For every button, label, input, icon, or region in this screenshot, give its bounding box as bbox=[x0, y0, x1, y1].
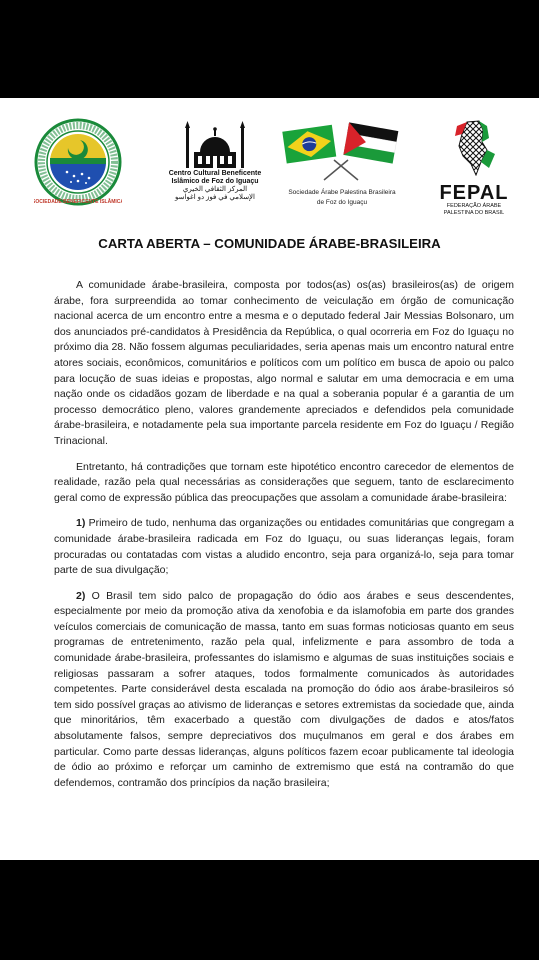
list-item-2 bbox=[54, 589, 514, 792]
sap-name-line2: de Foz do Iguaçu bbox=[316, 199, 368, 206]
list-item-1 bbox=[54, 516, 514, 578]
list-item-2-text: O Brasil tem sido palco de propagação do ódio aos árabes e seus descendentes, especialmente por meio da promoção ativa da xenofobia e da islamofobia em parte dos grandes veículos comerciais de comunicação de massa, tanto em suas formas noticiosas quanto em seus programas de entretenimento, razão pela qual, infelizmente e para assombro de toda a comunidade árabe-brasileira, professantes do islamismo e algumas de suas instituições sociais e religiosas passaram a sofrer ataques, todos formalmente comunicados às autoridades competentes. Parte considerável desta escalada na promoção do ódio aos árabe-brasileiros só tem sido possível graças ao ativismo de lideranças e setores extremistas da sociedade que, ainda que minoritários, têm exacerbado a questão com divulgações de dados e atos/fatos absolutamente falsos, sempre depreciativos dos muçulmanos em geral e dos árabes em particular. Como parte dessas lideranças, alguns políticos fazem ecoar publicamente tal ideologia de ódio ao próximo e reforçar um caminho de extremismo que está na contramão do que defendemos, contramão dos princípios da nação brasileira; bbox=[54, 589, 514, 789]
document-body bbox=[54, 278, 514, 801]
sap-logo bbox=[280, 120, 404, 210]
ccb-arabic-line1: المركز الثقافي الخيري bbox=[182, 186, 248, 193]
document-page bbox=[0, 98, 539, 860]
list-item-1-text: Primeiro de tudo, nenhuma das organizações ou entidades comunitárias que congregam a comunidade árabe-brasileira radicada em Foz do Iguaçu, ou suas lideranças legais, foram procuradas ou contatadas com vistas a aludido encontro, seja para organizá-lo, seja para tomar parte de sua divulgação; bbox=[54, 517, 514, 577]
list-item-2-number: 2) bbox=[76, 589, 86, 602]
paragraph-intro: A comunidade árabe-brasileira, composta por todos(as) os(as) brasileiros(as) de origem árabe, fora surpreendida ao tomar conhecimento de veiculação em órgão de comunicação nacional acerca de um encontro entre a mesma e o deputado federal Jair Messias Bolsonaro, um dos anunciados pré-candidatos à Presidência da República, o qual ocorreria em Foz do Iguaçu no próximo dia 28. Não fossem algumas peculiaridades, seria apenas mais um encontro natural entre atores sociais, econômicos, comunitários e políticos com um político em busca de apoio ou palco para locução de suas ideias e propostas, algo normal e salutar em uma democracia e em uma nação onde os cidadãos gozam de liberdade e na qual a soberania popular é a garantia de um processo democrático pleno, valores grandemente apreciados e defendidos pela comunidade árabe-brasileira, e notadamente pela sua importante parcela residente em Foz do Iguaçu / Região Trinacional. bbox=[54, 279, 514, 447]
fssi-logo bbox=[34, 118, 122, 206]
fepal-sub-line2: PALESTINA DO BRASIL bbox=[443, 210, 505, 216]
ccb-arabic-line2: الإسلامي في فوز دو اغواسو bbox=[174, 194, 255, 201]
ccb-logo bbox=[150, 120, 280, 210]
paragraph-contradictions: Entretanto, há contradições que tornam este hipotético encontro carecedor de elementos de realidade, razão pela qual necessárias as considerações que seguem, tanto de esclarecimento geral como de expressão pública das preocupações que assolam a comunidade árabe-brasileira: bbox=[54, 460, 514, 504]
fssi-seal-icon bbox=[34, 118, 122, 206]
mosque-icon bbox=[180, 120, 250, 170]
ccb-name-line1: Centro Cultural Beneficente bbox=[168, 170, 262, 177]
ccb-name-line2: Islâmico de Foz do Iguaçu bbox=[171, 178, 259, 185]
brazil-palestine-flags-icon bbox=[280, 120, 404, 182]
palestine-map-keffiyeh-icon bbox=[449, 120, 499, 176]
logo-header bbox=[0, 98, 539, 218]
list-item-1-number: 1) bbox=[76, 517, 86, 530]
fssi-ring-text: SOCIEDADE BENEFICENTE ISLÂMICA bbox=[34, 199, 122, 205]
fepal-sub-line1: FEDERAÇÃO ÁRABE bbox=[446, 203, 502, 209]
fepal-logo bbox=[432, 120, 516, 216]
document-title: CARTA ABERTA – COMUNIDADE ÁRABE-BRASILEIRA bbox=[98, 236, 441, 251]
sap-name-line1: Sociedade Árabe Palestina Brasileira bbox=[288, 189, 396, 196]
fepal-name: FEPAL bbox=[439, 182, 509, 204]
